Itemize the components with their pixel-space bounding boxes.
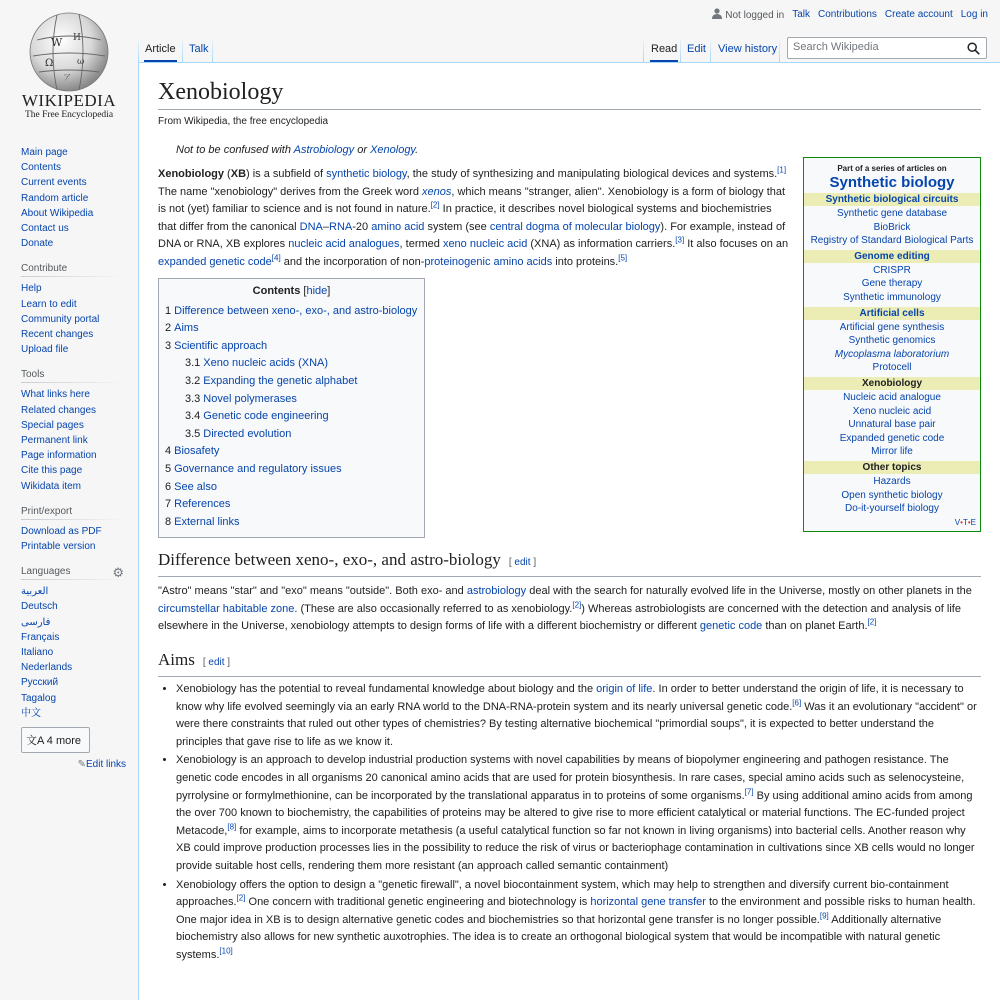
sidebar-tools-item[interactable]: Cite this page xyxy=(21,465,83,477)
sidebar-nav-item[interactable]: Contents xyxy=(21,162,62,174)
not-logged-in xyxy=(712,8,784,21)
text: The name "xenobiology" derives from the Greek word xyxy=(158,185,422,198)
citation[interactable]: [4] xyxy=(271,253,281,263)
personal-tools xyxy=(712,8,988,21)
sidebar-nav-item[interactable]: Current events xyxy=(21,177,87,189)
sidebar-print-item[interactable]: Printable version xyxy=(21,541,96,553)
sidebar-language-item[interactable]: فارسی xyxy=(21,616,51,628)
toc-item[interactable] xyxy=(165,355,418,373)
languages-portal xyxy=(21,566,126,770)
infobox-group-heading[interactable]: Synthetic biological circuits xyxy=(804,193,980,206)
hatnote xyxy=(176,144,981,156)
toc-item[interactable] xyxy=(165,391,418,409)
content-area xyxy=(138,62,1000,1000)
series-sidebar-infobox xyxy=(803,157,981,532)
toc-item[interactable] xyxy=(165,303,418,321)
infobox-item[interactable]: Registry of Standard Biological Parts xyxy=(810,235,974,247)
text: Xenobiology has the potential to reveal fundamental knowledge about biology and the xyxy=(176,683,597,696)
astrobiology-link[interactable]: Astrobiology xyxy=(293,144,355,156)
hatnote-text: Not to be confused with xyxy=(176,144,294,156)
section-heading-label: Aims xyxy=(158,650,195,670)
text: and the incorporation of non- xyxy=(280,255,425,268)
toc-label: Xeno nucleic acids (XNA) xyxy=(203,357,329,370)
link-central-dogma[interactable]: central dogma of molecular biology xyxy=(489,220,661,233)
infobox-group-heading[interactable]: Artificial cells xyxy=(804,307,980,320)
infobox-item[interactable]: Mycoplasma laboratorium xyxy=(834,348,950,360)
svg-text:ア: ア xyxy=(63,73,71,82)
user-icon xyxy=(712,8,722,19)
section-heading-label: Difference between xeno-, exo-, and astro-biology xyxy=(158,550,501,570)
toc-hide-label: hide xyxy=(306,284,328,297)
search-input[interactable] xyxy=(793,41,963,53)
portal-heading: Print/export xyxy=(21,506,126,520)
toc-hide-toggle[interactable]: [hide] xyxy=(303,284,331,297)
link-rna[interactable]: RNA xyxy=(329,220,353,233)
infobox-item[interactable]: Synthetic gene database xyxy=(836,208,948,219)
infobox-item[interactable]: Do-it-yourself biology xyxy=(845,503,939,515)
sidebar-print-item[interactable]: Download as PDF xyxy=(21,525,102,537)
toc-item[interactable] xyxy=(165,443,418,461)
text: It also focuses on an xyxy=(684,238,789,251)
wordmark: WIKIPEDIA xyxy=(21,91,117,110)
link-synthetic-biology[interactable]: synthetic biology xyxy=(326,168,407,180)
toc-item[interactable] xyxy=(165,461,418,479)
toc-item[interactable] xyxy=(165,514,418,532)
link-xenos[interactable]: xenos xyxy=(422,185,452,198)
toc-item[interactable] xyxy=(165,426,418,444)
edit-section-label: edit xyxy=(514,557,531,569)
sidebar-language-item[interactable]: Русский xyxy=(21,677,59,689)
puzzle-globe-icon xyxy=(27,10,111,94)
more-languages-label: 4 more xyxy=(46,735,82,748)
portal-heading: Tools xyxy=(21,369,126,383)
infobox-item[interactable]: Mirror life xyxy=(871,446,913,458)
text: than on planet Earth. xyxy=(762,620,868,633)
toc-item[interactable] xyxy=(165,408,418,426)
toc-label: Aims xyxy=(174,322,199,335)
hatnote-text: . xyxy=(415,144,419,156)
text: , which means "stranger, alien". Xenobiology is a form of biology that is not (yet) familiar to science and is not found in nature. xyxy=(158,185,786,216)
citation[interactable]: [8] xyxy=(227,822,237,832)
toc-number: 3 xyxy=(165,339,172,352)
link-proteinogenic-amino-acids[interactable]: proteinogenic amino acids xyxy=(424,255,553,268)
infobox-item[interactable]: Open synthetic biology xyxy=(841,489,943,501)
tagline: The Free Encyclopedia xyxy=(24,110,114,120)
toc-number: 3.3 xyxy=(185,392,201,405)
more-languages-button[interactable] xyxy=(21,727,90,753)
edit-section-label: edit xyxy=(208,657,225,669)
link-xeno-nucleic-acid[interactable]: xeno nucleic acid xyxy=(442,238,528,251)
text: into proteins. xyxy=(552,255,619,268)
infobox-item[interactable]: Protocell xyxy=(872,362,912,374)
vte-view[interactable]: V xyxy=(954,517,961,527)
sidebar-nav-item[interactable]: Donate xyxy=(21,238,54,250)
text: By using additional amino acids from among the over 700 known to biochemistry, the capabilities of proteins may be altered to give rise to more efficient catalytical or material functions. The EC-funded project Metacode, xyxy=(176,789,973,837)
edit-section[interactable]: [ edit ] xyxy=(202,657,231,669)
search-icon[interactable] xyxy=(967,42,980,55)
edit-section[interactable]: [ edit ] xyxy=(508,557,537,569)
sidebar-contribute-item[interactable]: Upload file xyxy=(21,344,69,356)
translate-icon: 文A xyxy=(26,735,44,748)
link-astrobiology[interactable]: astrobiology xyxy=(466,585,527,598)
sidebar-language-item[interactable]: العربية xyxy=(21,586,49,598)
link-origin-of-life[interactable]: origin of life xyxy=(596,683,653,696)
toc-label: Genetic code engineering xyxy=(203,410,329,423)
svg-text:W: W xyxy=(51,36,63,49)
toc-number: 3.1 xyxy=(185,357,201,370)
tab-article[interactable]: Article xyxy=(144,36,177,62)
svg-text:ω: ω xyxy=(77,57,85,67)
list-item xyxy=(176,681,981,751)
link-dna[interactable]: DNA xyxy=(299,220,323,233)
sidebar-contribute-item[interactable]: Learn to edit xyxy=(21,298,77,310)
tab-separator xyxy=(212,36,213,62)
text: ( xyxy=(224,168,231,180)
toc-item[interactable] xyxy=(165,373,418,391)
text: . (These are also occasionally referred to as xenobiology. xyxy=(294,602,573,615)
tab-edit[interactable]: Edit xyxy=(687,43,706,55)
text: to the environment and possible risks to human health. One major idea in XB is to design alternative genetic codes and biochemistries so that horizontal gene transfer is no longer possible. xyxy=(176,896,976,926)
text: for example, aims to incorporate metathesis (a useful catalytical function so far not known in living organisms) into bacterial cells. Another reason why XB could improve production processes lies in the possibility to reduce the risk of virus or bacteriophage contamination in cultivations since XB cells would no longer provide suitable host cells, rendering them more resistant (an approach called semantic containment) xyxy=(176,824,975,872)
toc-number: 5 xyxy=(165,462,172,475)
text: , the study of synthesizing and manipulating biological devices and systems. xyxy=(406,168,778,180)
text: In practice, it describes novel biological systems and biochemistries that differ from the canonical xyxy=(158,203,772,233)
toc-number: 1 xyxy=(165,304,172,317)
infobox-group-heading: Other topics xyxy=(804,461,980,474)
text: Xenobiology offers the option to design a "genetic firewall", a novel biocontainment system, which may help to strengthen and diversify current bio-containment approaches. xyxy=(176,878,949,909)
tab-talk[interactable]: Talk xyxy=(189,43,209,55)
sidebar-contribute-item[interactable]: Recent changes xyxy=(21,329,94,341)
toc-label: References xyxy=(174,498,231,511)
text: , termed xyxy=(399,238,443,251)
text: Was it an evolutionary "accident" or were there constraints that ruled out other types of chemistries? By testing alternative biochemical "primordial soups", it is expected to better understand the principles that gave rise to life as we know it. xyxy=(176,700,977,748)
citation[interactable]: [2] xyxy=(430,200,440,210)
toc-item[interactable] xyxy=(165,320,418,338)
toc-label: Novel polymerases xyxy=(203,392,297,405)
toc-title xyxy=(165,285,418,297)
contribute-portal xyxy=(21,263,126,357)
portal-heading xyxy=(21,566,126,580)
tab-separator xyxy=(643,36,644,62)
text: ) is a subfield of xyxy=(246,168,327,180)
infobox-item[interactable]: CRISPR xyxy=(873,264,911,276)
text: Additionally alternative biochemistry also allows for new synthetic auxotrophies. The idea is to create an orthogonal biological system that would be incompatible with natural genetic systems. xyxy=(176,913,942,961)
svg-text:Ω: Ω xyxy=(45,58,54,69)
bold-term: XB xyxy=(230,168,247,180)
tab-read[interactable]: Read xyxy=(650,36,678,62)
text: "Astro" means "star" and "exo" means "outside". Both exo- and xyxy=(158,585,467,598)
edit-links[interactable] xyxy=(21,759,126,770)
sidebar-language-item[interactable]: Nederlands xyxy=(21,662,73,674)
vte-talk[interactable]: T xyxy=(962,517,968,527)
hatnote-text: or xyxy=(354,144,371,156)
text: deal with the search for naturally evolved life in the Universe, mostly on other planets in the xyxy=(526,585,972,598)
toc-number: 3.5 xyxy=(185,427,201,440)
infobox-group-heading[interactable]: Genome editing xyxy=(804,250,980,263)
vte-sep: • xyxy=(960,517,963,527)
sidebar-language-item[interactable]: Tagalog xyxy=(21,692,57,704)
infobox-item[interactable]: Unnatural base pair xyxy=(848,419,936,431)
citation[interactable]: [3] xyxy=(675,235,685,245)
tab-separator xyxy=(680,36,681,62)
infobox-item[interactable]: Gene therapy xyxy=(861,278,923,290)
link-amino-acid[interactable]: amino acid xyxy=(371,220,425,233)
gear-icon[interactable]: ⚙ xyxy=(112,565,124,581)
toc-label: See also xyxy=(174,480,217,493)
section-heading xyxy=(158,548,981,577)
vte-sep: • xyxy=(967,517,971,527)
sidebar-tools-item[interactable]: What links here xyxy=(21,389,90,401)
infobox-item[interactable]: Expanded genetic code xyxy=(839,432,945,444)
infobox-group-heading: Xenobiology xyxy=(804,377,980,390)
sidebar-tools-item[interactable]: Permanent link xyxy=(21,435,88,447)
text: -20 xyxy=(352,220,372,233)
sidebar-tools-item[interactable]: Wikidata item xyxy=(21,480,82,492)
sidebar-tools-item[interactable]: Special pages xyxy=(21,419,84,431)
section-heading xyxy=(158,648,981,677)
citation[interactable]: [2] xyxy=(236,893,246,903)
link-circumstellar-habitable-zone[interactable]: circumstellar habitable zone xyxy=(158,602,295,615)
talk-link[interactable]: Talk xyxy=(792,9,810,20)
infobox-part-of: Part of a series of articles on xyxy=(837,164,947,173)
toc-item[interactable] xyxy=(165,496,418,514)
toc-label: Difference between xeno-, exo-, and astro-biology xyxy=(174,304,418,317)
toc-number: 6 xyxy=(165,480,172,493)
table-of-contents xyxy=(158,278,425,539)
link-nucleic-acid-analogues[interactable]: nucleic acid analogues xyxy=(288,238,400,251)
link-horizontal-gene-transfer[interactable]: horizontal gene transfer xyxy=(590,896,706,909)
link-genetic-code[interactable]: genetic code xyxy=(699,620,763,633)
portal-heading: Contribute xyxy=(21,263,126,277)
infobox-item[interactable]: Artificial gene synthesis xyxy=(839,321,945,333)
citation[interactable]: [2] xyxy=(867,617,877,627)
infobox-item[interactable]: Hazards xyxy=(873,475,911,487)
toc-title-label: Contents xyxy=(252,284,301,297)
section-paragraph xyxy=(158,583,981,636)
xenology-link[interactable]: Xenology xyxy=(370,144,416,156)
svg-text:И: И xyxy=(73,33,81,43)
edit-links-label: Edit links xyxy=(85,759,126,771)
search-box[interactable] xyxy=(787,37,987,59)
print-portal xyxy=(21,506,126,554)
sidebar-language-item[interactable]: 中文 xyxy=(21,707,41,719)
text: One concern with traditional genetic engineering and biotechnology is xyxy=(245,896,591,909)
sidebar-tools-item[interactable]: Page information xyxy=(21,450,97,462)
sidebar-nav-item[interactable]: Contact us xyxy=(21,223,69,235)
sidebar-language-item[interactable]: Italiano xyxy=(21,647,54,659)
tab-separator xyxy=(779,36,780,62)
toc-number: 3.4 xyxy=(185,410,201,423)
pencil-icon: ✎ xyxy=(77,759,86,771)
wikipedia-logo[interactable] xyxy=(0,0,138,130)
sidebar-nav-item[interactable]: About Wikipedia xyxy=(21,207,94,219)
infobox-item[interactable]: Xeno nucleic acid xyxy=(852,405,932,417)
toc-item[interactable] xyxy=(165,479,418,497)
citation[interactable]: [7] xyxy=(744,786,754,796)
navigation-portal xyxy=(21,145,126,251)
toc-label: Directed evolution xyxy=(203,427,292,440)
tab-separator xyxy=(182,36,183,62)
text: (XNA) as information carriers. xyxy=(527,238,676,251)
site-subtitle: From Wikipedia, the free encyclopedia xyxy=(158,116,329,127)
tab-separator xyxy=(710,36,711,62)
toc-number: 3.2 xyxy=(185,374,201,387)
text: – xyxy=(322,220,330,233)
sidebar-nav-item[interactable]: Random article xyxy=(21,192,89,204)
toc-label: External links xyxy=(174,515,240,528)
create-account-link[interactable]: Create account xyxy=(884,9,953,20)
contributions-link[interactable]: Contributions xyxy=(818,9,877,20)
toc-number: 7 xyxy=(165,498,172,511)
citation[interactable]: [10] xyxy=(219,946,233,956)
sidebar-contribute-item[interactable]: Community portal xyxy=(21,313,100,325)
infobox-item[interactable]: Synthetic immunology xyxy=(843,291,941,303)
not-logged-in-label: Not logged in xyxy=(725,10,785,21)
text: system (see xyxy=(424,220,490,233)
languages-heading: Languages xyxy=(21,566,71,578)
navbox-vte xyxy=(804,518,980,527)
sidebar-language-item[interactable]: Deutsch xyxy=(21,601,58,613)
text: ) Whereas astrobiologists are concerned with the detection and analysis of life elsewhere in the Universe, xenobiology attempts to design forms of life with a different biochemistry or different xyxy=(158,602,961,633)
citation[interactable]: [9] xyxy=(819,911,829,921)
tab-separator xyxy=(138,36,139,62)
toc-number: 2 xyxy=(165,322,172,335)
page-title: Xenobiology xyxy=(158,77,981,110)
vte-edit[interactable]: E xyxy=(970,517,976,527)
infobox-item[interactable]: Nucleic acid analogue xyxy=(843,391,941,403)
sidebar-tools-item[interactable]: Related changes xyxy=(21,404,97,416)
list-item xyxy=(176,877,981,965)
citation[interactable]: [6] xyxy=(792,698,802,707)
login-link[interactable]: Log in xyxy=(960,9,988,20)
citation[interactable]: [5] xyxy=(618,253,628,263)
sidebar-contribute-item[interactable]: Help xyxy=(21,283,42,295)
text: ). For example, instead of DNA or RNA, XB explores xyxy=(158,220,786,251)
infobox-item[interactable]: Synthetic genomics xyxy=(848,335,936,347)
citation[interactable]: [2] xyxy=(572,600,582,610)
text: . In order to better understand the origin of life, it is necessary to know why life evolved seemingly via an early RNA world to the DNA-RNA-protein system and its nearly universal genetic code. xyxy=(176,683,964,713)
infobox-series-title[interactable]: Synthetic biology xyxy=(829,174,955,191)
aims-list xyxy=(158,681,981,965)
list-item xyxy=(176,752,981,875)
sidebar-nav-item[interactable]: Main page xyxy=(21,147,68,158)
tools-portal xyxy=(21,369,126,493)
citation[interactable]: [1] xyxy=(777,165,787,175)
toc-number: 4 xyxy=(165,445,172,458)
sidebar-language-item[interactable]: Français xyxy=(21,631,60,643)
sidebar xyxy=(21,145,126,782)
infobox-item[interactable]: BioBrick xyxy=(873,221,911,233)
tab-view-history[interactable]: View history xyxy=(718,43,778,55)
toc-label: Biosafety xyxy=(174,445,220,458)
bold-term: Xenobiology xyxy=(158,168,224,180)
toc-label: Governance and regulatory issues xyxy=(174,462,342,475)
toc-item[interactable] xyxy=(165,338,418,356)
toc-label: Scientific approach xyxy=(174,339,268,352)
text: Xenobiology is an approach to develop industrial production systems with novel capabilities by means of biopolymer engineering and pathogen resistance. The genetic code encodes in all organisms 20 canonical amino acids that are used for protein biosynthesis. In rare cases, special amino acids such as selenocysteine, pyrrolysine or formylmethionine, can be incorporated by the translational apparatus in to proteins of some organisms. xyxy=(176,754,965,802)
link-expanded-genetic-code[interactable]: expanded genetic code xyxy=(158,255,272,268)
toc-label: Expanding the genetic alphabet xyxy=(203,374,358,387)
toc-number: 8 xyxy=(165,515,172,528)
